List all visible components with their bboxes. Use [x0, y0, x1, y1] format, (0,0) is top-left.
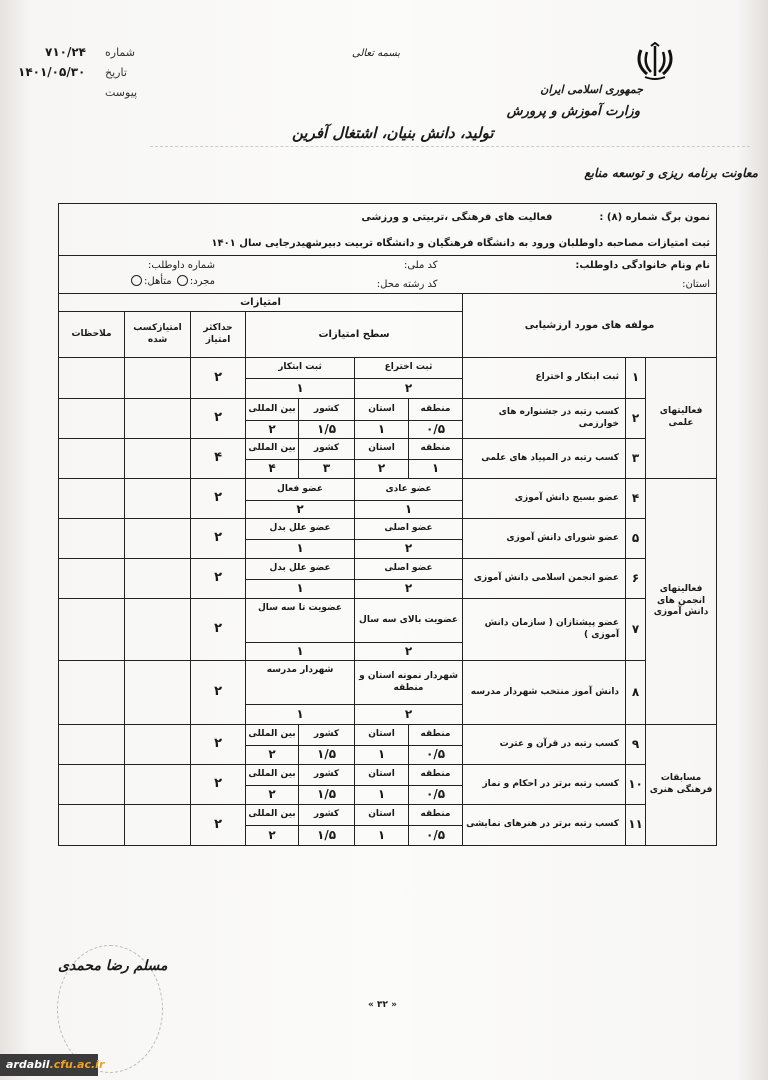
earned-points-input[interactable] [125, 559, 191, 599]
max-points: ۲ [191, 559, 246, 599]
level-cell: استان [355, 399, 409, 421]
level-cell: کشور [299, 439, 355, 460]
max-points: ۲ [191, 479, 246, 519]
notes-input[interactable] [59, 661, 125, 725]
score-cell: ۱/۵ [299, 746, 355, 765]
score-cell: ۳ [299, 460, 355, 479]
level-cell: استان [355, 805, 409, 826]
row-item: عضو شورای دانش آموزی [463, 519, 626, 559]
score-cell: ۰/۵ [409, 746, 463, 765]
row-item: کسب رتبه برتر در احکام و نماز [463, 765, 626, 805]
level-cell: منطقه [409, 805, 463, 826]
level-cell: منطقه [409, 399, 463, 421]
row-item: ثبت ابتکار و اختراع [463, 358, 626, 399]
notes-input[interactable] [59, 479, 125, 519]
row-no: ۳ [626, 439, 646, 479]
score-cell: ۲ [355, 379, 463, 399]
max-points: ۴ [191, 439, 246, 479]
group-scientific: فعالیتهای علمی [646, 358, 717, 479]
level-cell: استان [355, 439, 409, 460]
max-points: ۲ [191, 805, 246, 846]
group-cultural-competitions: مسابقات فرهنگی هنری [646, 725, 717, 846]
row-no: ۸ [626, 661, 646, 725]
row-no: ۲ [626, 399, 646, 439]
level-cell: استان [355, 765, 409, 786]
applicant-info-cell [59, 256, 717, 294]
max-points: ۲ [191, 519, 246, 559]
row-no: ۶ [626, 559, 646, 599]
republic-name: جمهوری اسلامی ایران [540, 83, 643, 96]
level-cell: منطقه [409, 439, 463, 460]
row-no: ۵ [626, 519, 646, 559]
level-cell: بین المللی [246, 805, 299, 826]
notes-input[interactable] [59, 439, 125, 479]
level-cell: عضو اصلی [355, 559, 463, 580]
score-cell: ۱ [355, 746, 409, 765]
top-note: بسمه تعالی [352, 48, 401, 59]
earned-points-input[interactable] [125, 765, 191, 805]
score-cell: ۱ [246, 643, 355, 661]
notes-input[interactable] [59, 399, 125, 439]
form-title-topic: فعالیت های فرهنگی ،تربیتی و ورزشی [361, 212, 553, 224]
score-cell: ۱ [246, 705, 355, 725]
row-item: دانش آموز منتخب شهردار مدرسه [463, 661, 626, 725]
score-cell: ۲ [246, 501, 355, 519]
score-cell: ۲ [246, 826, 299, 846]
row-item: کسب رتبه در قرآن و عترت [463, 725, 626, 765]
deputy-name: معاونت برنامه ریزی و توسعه منابع [584, 166, 758, 180]
level-cell: استان [355, 725, 409, 746]
iran-emblem-icon [633, 42, 677, 86]
row-no: ۹ [626, 725, 646, 765]
header-earned-points: امتیازکسب شده [125, 312, 191, 358]
score-cell: ۲ [355, 643, 463, 661]
marital-single-label: مجرد: [189, 275, 215, 287]
marital-married-label: متأهل: [144, 275, 172, 287]
score-cell: ۱/۵ [299, 786, 355, 805]
earned-points-input[interactable] [125, 358, 191, 399]
form-subtitle: ثبت امتیازات مصاحبه داوطلبان ورود به دانشگاه فرهنگیان و دانشگاه تربیت دبیرشهیدرجایی سال ۱۴۰۱ [59, 232, 717, 256]
header-levels: سطح امتیازات [246, 312, 463, 358]
number-label: شماره [105, 46, 136, 59]
row-item: عضو انجمن اسلامی دانش آموزی [463, 559, 626, 599]
earned-points-input[interactable] [125, 599, 191, 661]
level-cell: شهردار نمونه استان و منطقه [355, 661, 463, 705]
max-points: ۲ [191, 661, 246, 725]
level-cell: کشور [299, 765, 355, 786]
row-no: ۱۰ [626, 765, 646, 805]
row-no: ۷ [626, 599, 646, 661]
level-cell: ثبت ابتکار [246, 358, 355, 379]
score-cell: ۱ [409, 460, 463, 479]
level-cell: بین المللی [246, 439, 299, 460]
date-value: ۱۴۰۱/۰۵/۳۰ [18, 65, 86, 79]
earned-points-input[interactable] [125, 805, 191, 846]
row-item: کسب رتبه برتر در هنرهای نمایشی [463, 805, 626, 846]
group-student-associations: فعالیتهای انجمن های دانش آموزی [646, 479, 717, 725]
slogan: تولید، دانش بنیان، اشتغال آفرین [292, 124, 494, 142]
level-cell: کشور [299, 725, 355, 746]
max-points: ۲ [191, 599, 246, 661]
score-cell: ۰/۵ [409, 786, 463, 805]
site-watermark [0, 1054, 105, 1076]
score-cell: ۲ [246, 421, 299, 439]
marital-single-radio[interactable] [177, 275, 188, 286]
signature: مسلم رضا محمدی [58, 958, 168, 974]
marital-married-radio[interactable] [131, 275, 142, 286]
level-cell: منطقه [409, 725, 463, 746]
row-item: کسب رتبه در المپیاد های علمی [463, 439, 626, 479]
ministry-name: وزارت آموزش و پرورش [506, 104, 640, 119]
form-title-prefix: نمون برگ شماره (۸) : [599, 212, 711, 224]
form-title-cell [59, 204, 717, 232]
score-cell: ۱ [355, 786, 409, 805]
notes-input[interactable] [59, 725, 125, 765]
site-domain-prefix: ardabil [6, 1058, 50, 1071]
level-cell: بین المللی [246, 725, 299, 746]
row-no: ۴ [626, 479, 646, 519]
evaluation-form-table [58, 203, 717, 846]
level-cell: بین المللی [246, 765, 299, 786]
level-cell: عضو علل بدل [246, 559, 355, 580]
max-points: ۲ [191, 358, 246, 399]
score-cell: ۱ [246, 379, 355, 399]
score-cell: ۱/۵ [299, 826, 355, 846]
site-domain-suffix: .cfu.ac.ir [49, 1058, 105, 1071]
notes-input[interactable] [59, 358, 125, 399]
earned-points-input[interactable] [125, 399, 191, 439]
level-cell: کشور [299, 399, 355, 421]
earned-points-input[interactable] [125, 519, 191, 559]
level-cell: عضو علل بدل [246, 519, 355, 540]
notes-input[interactable] [59, 519, 125, 559]
number-value: ۷۱۰/۲۴ [45, 45, 87, 59]
row-item: کسب رتبه در جشنواره های خوارزمی [463, 399, 626, 439]
score-cell: ۲ [355, 540, 463, 559]
date-label: تاریخ [105, 66, 127, 79]
header-notes: ملاحظات [59, 312, 125, 358]
score-cell: ۴ [246, 460, 299, 479]
notes-input[interactable] [59, 599, 125, 661]
province-label: استان: [682, 278, 711, 290]
header-components: مولفه های مورد ارزشیابی [463, 294, 717, 358]
earned-points-input[interactable] [125, 439, 191, 479]
field-code-label: کد رشته محل: [376, 278, 438, 290]
notes-input[interactable] [59, 805, 125, 846]
level-cell: عضو اصلی [355, 519, 463, 540]
score-cell: ۱/۵ [299, 421, 355, 439]
max-points: ۲ [191, 399, 246, 439]
header-points-group: امتیازات [59, 294, 463, 312]
row-item: عضو بسیج دانش آموزی [463, 479, 626, 519]
level-cell: شهردار مدرسه [246, 661, 355, 705]
level-cell: عضو فعال [246, 479, 355, 501]
score-cell: ۱ [246, 540, 355, 559]
level-cell: ثبت اختراع [355, 358, 463, 379]
score-cell: ۲ [355, 460, 409, 479]
score-cell: ۰/۵ [409, 421, 463, 439]
score-cell: ۱ [246, 580, 355, 599]
score-cell: ۱ [355, 501, 463, 519]
score-cell: ۲ [355, 580, 463, 599]
score-cell: ۱ [355, 421, 409, 439]
score-cell: ۲ [246, 786, 299, 805]
earned-points-input[interactable] [125, 661, 191, 725]
page-number: « ۳۲ » [368, 1000, 397, 1010]
row-no: ۱ [626, 358, 646, 399]
level-cell: بین المللی [246, 399, 299, 421]
notes-input[interactable] [59, 765, 125, 805]
applicant-number-label: شماره داوطلب: [148, 259, 215, 271]
earned-points-input[interactable] [125, 725, 191, 765]
applicant-name-label: نام ونام خانوادگی داوطلب: [575, 259, 711, 271]
max-points: ۲ [191, 725, 246, 765]
score-cell: ۲ [246, 746, 299, 765]
max-points: ۲ [191, 765, 246, 805]
level-cell: کشور [299, 805, 355, 826]
slogan-rule [150, 146, 750, 147]
level-cell: عضویت بالای سه سال [355, 599, 463, 643]
notes-input[interactable] [59, 559, 125, 599]
row-no: ۱۱ [626, 805, 646, 846]
header-max-points: حداکثر امتیاز [191, 312, 246, 358]
earned-points-input[interactable] [125, 479, 191, 519]
level-cell: عضویت تا سه سال [246, 599, 355, 643]
level-cell: منطقه [409, 765, 463, 786]
row-item: عضو پیشتازان ( سازمان دانش آموزی ) [463, 599, 626, 661]
score-cell: ۲ [355, 705, 463, 725]
level-cell: عضو عادی [355, 479, 463, 501]
national-code-label: کد ملی: [403, 259, 438, 271]
attachment-label: پیوست [105, 86, 138, 99]
score-cell: ۱ [355, 826, 409, 846]
score-cell: ۰/۵ [409, 826, 463, 846]
